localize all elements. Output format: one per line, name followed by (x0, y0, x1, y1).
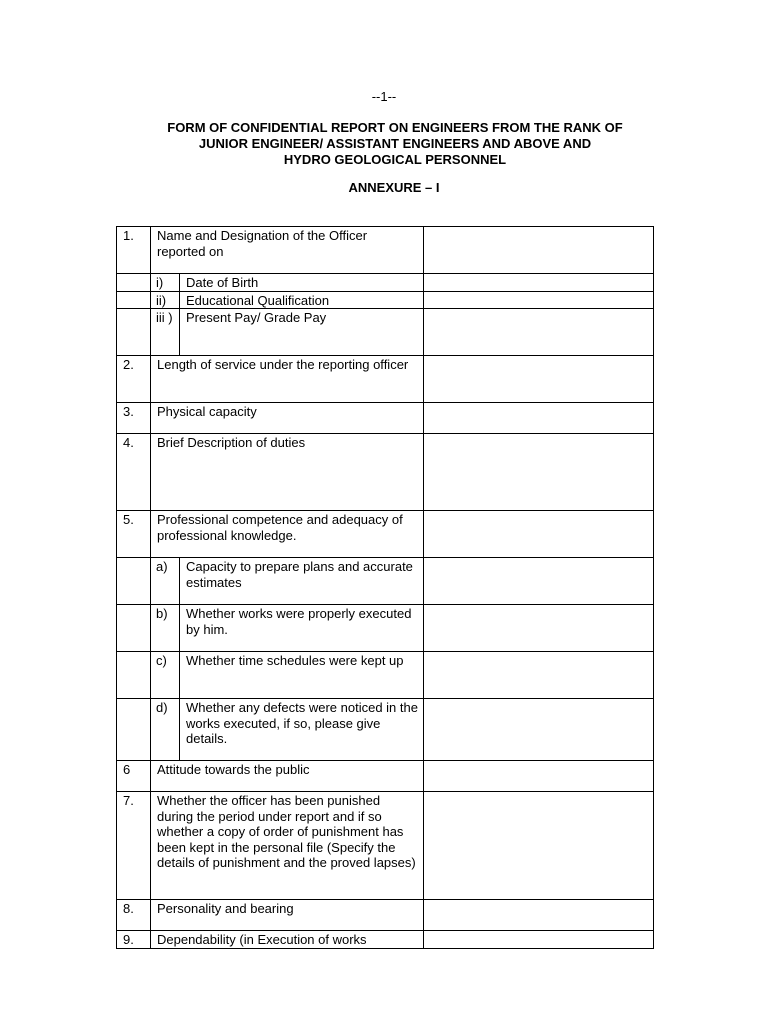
answer-field[interactable] (424, 309, 654, 356)
answer-field[interactable] (424, 227, 654, 274)
answer-field[interactable] (424, 291, 654, 309)
item-number-blank (117, 309, 151, 356)
table-row (117, 792, 654, 900)
item-label: Length of service under the reporting officer (151, 356, 424, 403)
item-label: Professional competence and adequacy of professional knowledge. (151, 511, 424, 558)
answer-field[interactable] (424, 605, 654, 652)
answer-field[interactable] (424, 931, 654, 949)
title-line-2: JUNIOR ENGINEER/ ASSISTANT ENGINEERS AND ABOVE AND (198, 136, 592, 151)
report-form-table (116, 226, 654, 949)
answer-field[interactable] (424, 356, 654, 403)
item-label: Dependability (in Execution of works (151, 931, 424, 949)
item-number: 1. (117, 227, 151, 274)
table-row (117, 309, 654, 356)
item-number-blank (117, 291, 151, 309)
item-number-blank (117, 699, 151, 761)
sub-item-number: b) (151, 605, 180, 652)
item-number: 8. (117, 900, 151, 931)
sub-item-number: i) (151, 274, 180, 292)
answer-field[interactable] (424, 792, 654, 900)
sub-item-number: iii ) (151, 309, 180, 356)
item-number-blank (117, 652, 151, 699)
form-title (60, 120, 730, 168)
answer-field[interactable] (424, 652, 654, 699)
sub-item-label: Capacity to prepare plans and accurate estimates (180, 558, 424, 605)
item-label: Physical capacity (151, 403, 424, 434)
table-row (117, 605, 654, 652)
answer-field[interactable] (424, 900, 654, 931)
page-number: --1-- (371, 89, 397, 104)
title-line-1: FORM OF CONFIDENTIAL REPORT ON ENGINEERS FROM THE RANK OF (167, 120, 623, 135)
table-row (117, 291, 654, 309)
table-row (117, 227, 654, 274)
answer-field[interactable] (424, 558, 654, 605)
table-row (117, 761, 654, 792)
item-number-blank (117, 558, 151, 605)
table-row (117, 652, 654, 699)
answer-field[interactable] (424, 699, 654, 761)
item-number: 3. (117, 403, 151, 434)
item-label: Brief Description of duties (151, 434, 424, 511)
table-row (117, 558, 654, 605)
item-number-blank (117, 605, 151, 652)
answer-field[interactable] (424, 434, 654, 511)
table-row (117, 274, 654, 292)
sub-item-label: Present Pay/ Grade Pay (180, 309, 424, 356)
item-number: 2. (117, 356, 151, 403)
answer-field[interactable] (424, 511, 654, 558)
item-number: 7. (117, 792, 151, 900)
sub-item-label: Whether works were properly executed by him. (180, 605, 424, 652)
item-number-blank (117, 274, 151, 292)
table-row (117, 403, 654, 434)
title-line-3: HYDRO GEOLOGICAL PERSONNEL (283, 152, 507, 167)
sub-item-number: d) (151, 699, 180, 761)
item-number: 4. (117, 434, 151, 511)
table-row (117, 900, 654, 931)
sub-item-label: Date of Birth (180, 274, 424, 292)
answer-field[interactable] (424, 274, 654, 292)
item-label: Whether the officer has been punished during the period under report and if so whether a copy of order of punishment has been kept in the personal file (Specify the details of punishment and the proved lapses) (151, 792, 424, 900)
item-label: Attitude towards the public (151, 761, 424, 792)
sub-item-label: Whether any defects were noticed in the works executed, if so, please give details. (180, 699, 424, 761)
annexure-heading: ANNEXURE – I (348, 180, 440, 195)
sub-item-number: ii) (151, 291, 180, 309)
sub-item-label: Educational Qualification (180, 291, 424, 309)
answer-field[interactable] (424, 761, 654, 792)
item-number: 9. (117, 931, 151, 949)
item-label: Personality and bearing (151, 900, 424, 931)
table-row (117, 699, 654, 761)
item-label: Name and Designation of the Officer reported on (151, 227, 424, 274)
answer-field[interactable] (424, 403, 654, 434)
table-row (117, 931, 654, 949)
sub-item-label: Whether time schedules were kept up (180, 652, 424, 699)
table-row (117, 356, 654, 403)
item-number: 6 (117, 761, 151, 792)
sub-item-number: a) (151, 558, 180, 605)
table-row (117, 511, 654, 558)
sub-item-number: c) (151, 652, 180, 699)
table-row (117, 434, 654, 511)
item-number: 5. (117, 511, 151, 558)
